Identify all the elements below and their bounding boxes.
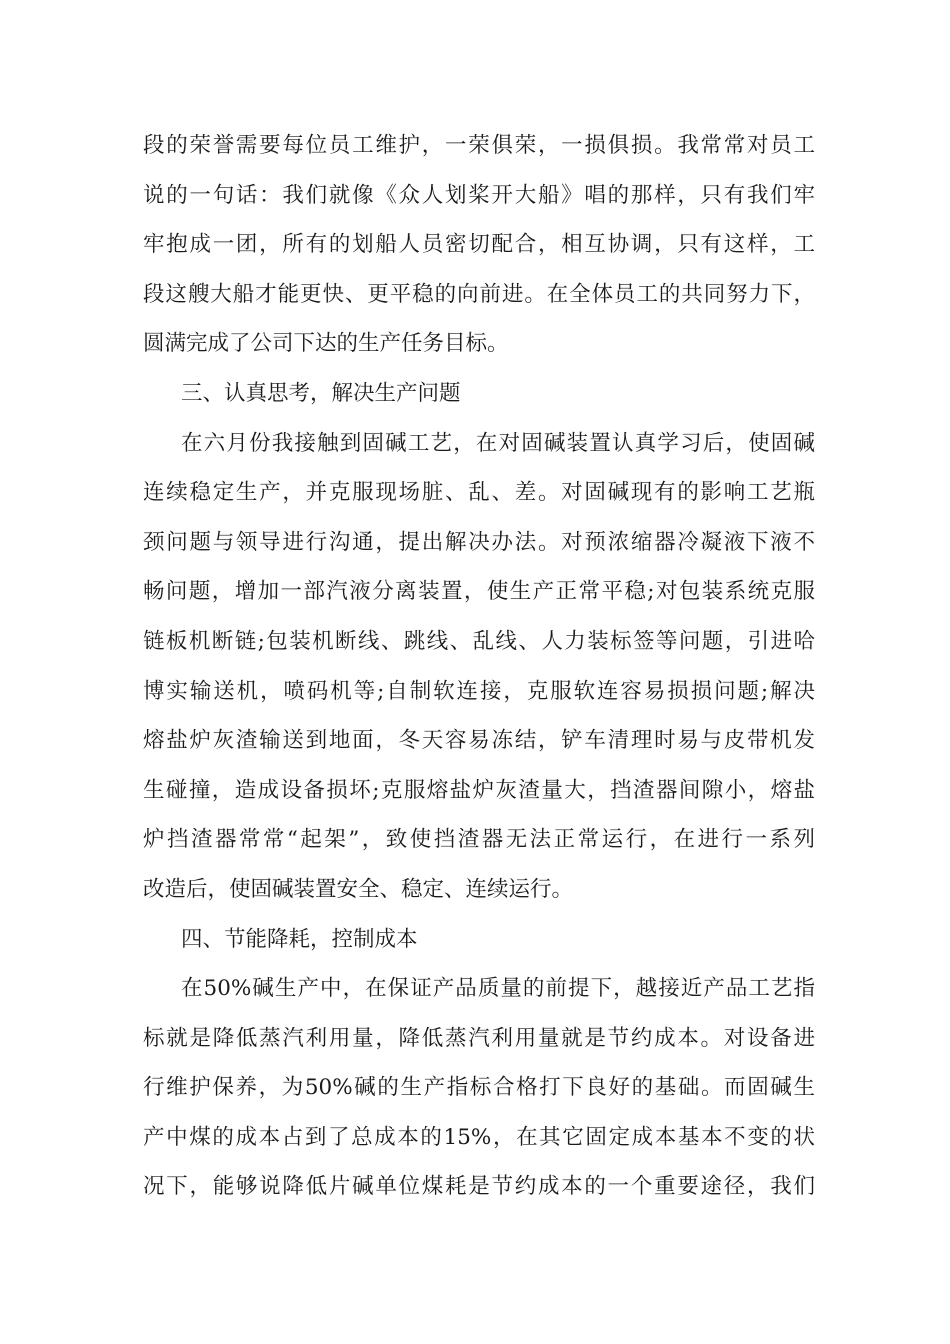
text-line: 四、节能降耗，控制成本	[181, 926, 418, 952]
text-line: 牢抱成一团，所有的划船人员密切配合，相互协调，只有这样，工	[143, 232, 815, 258]
text-line: 博实输送机，喷码机等;自制软连接，克服软连容易损损问题;解决	[143, 678, 815, 704]
text-line: 段的荣誉需要每位员工维护，一荣俱荣，一损俱损。我常常对员工	[143, 133, 815, 158]
text-line: 生碰撞，造成设备损坏;克服熔盐炉灰渣量大，挡渣器间隙小，熔盐	[143, 777, 815, 803]
text-line: 颈问题与领导进行沟通，提出解决办法。对预浓缩器冷凝液下液不	[143, 529, 815, 555]
text-line: 改造后，使固碱装置安全、稳定、连续运行。	[143, 876, 574, 902]
text-line: 标就是降低蒸汽利用量，降低蒸汽利用量就是节约成本。对设备进	[143, 1025, 815, 1051]
text-line: 况下，能够说降低片碱单位煤耗是节约成本的一个重要途径，我们	[143, 1174, 815, 1200]
text-line: 链板机断链;包装机断线、跳线、乱线、人力装标签等问题，引进哈	[143, 628, 815, 654]
document-body	[143, 133, 815, 1224]
text-line: 圆满完成了公司下达的生产任务目标。	[143, 331, 509, 357]
text-line: 连续稳定生产，并克服现场脏、乱、差。对固碱现有的影响工艺瓶	[143, 480, 815, 506]
text-line: 三、认真思考，解决生产问题	[181, 380, 461, 406]
text-line: 在六月份我接触到固碱工艺，在对固碱装置认真学习后，使固碱	[181, 430, 815, 456]
text-line: 熔盐炉灰渣输送到地面，冬天容易冻结，铲车清理时易与皮带机发	[143, 728, 815, 754]
text-line: 畅问题，增加一部汽液分离装置，使生产正常平稳;对包装系统克服	[143, 579, 815, 605]
text-line: 炉挡渣器常常“起架”，致使挡渣器无法正常运行，在进行一系列	[143, 827, 815, 853]
text-line: 行维护保养，为50%碱的生产指标合格打下良好的基础。而固碱生	[143, 1075, 815, 1101]
text-line: 段这艘大船才能更快、更平稳的向前进。在全体员工的共同努力下，	[143, 281, 815, 307]
text-line: 产中煤的成本占到了总成本的15%，在其它固定成本基本不变的状	[143, 1124, 815, 1150]
text-line: 在50%碱生产中，在保证产品质量的前提下，越接近产品工艺指	[181, 976, 815, 1002]
text-line: 说的一句话：我们就像《众人划桨开大船》唱的那样，只有我们牢	[143, 182, 815, 208]
